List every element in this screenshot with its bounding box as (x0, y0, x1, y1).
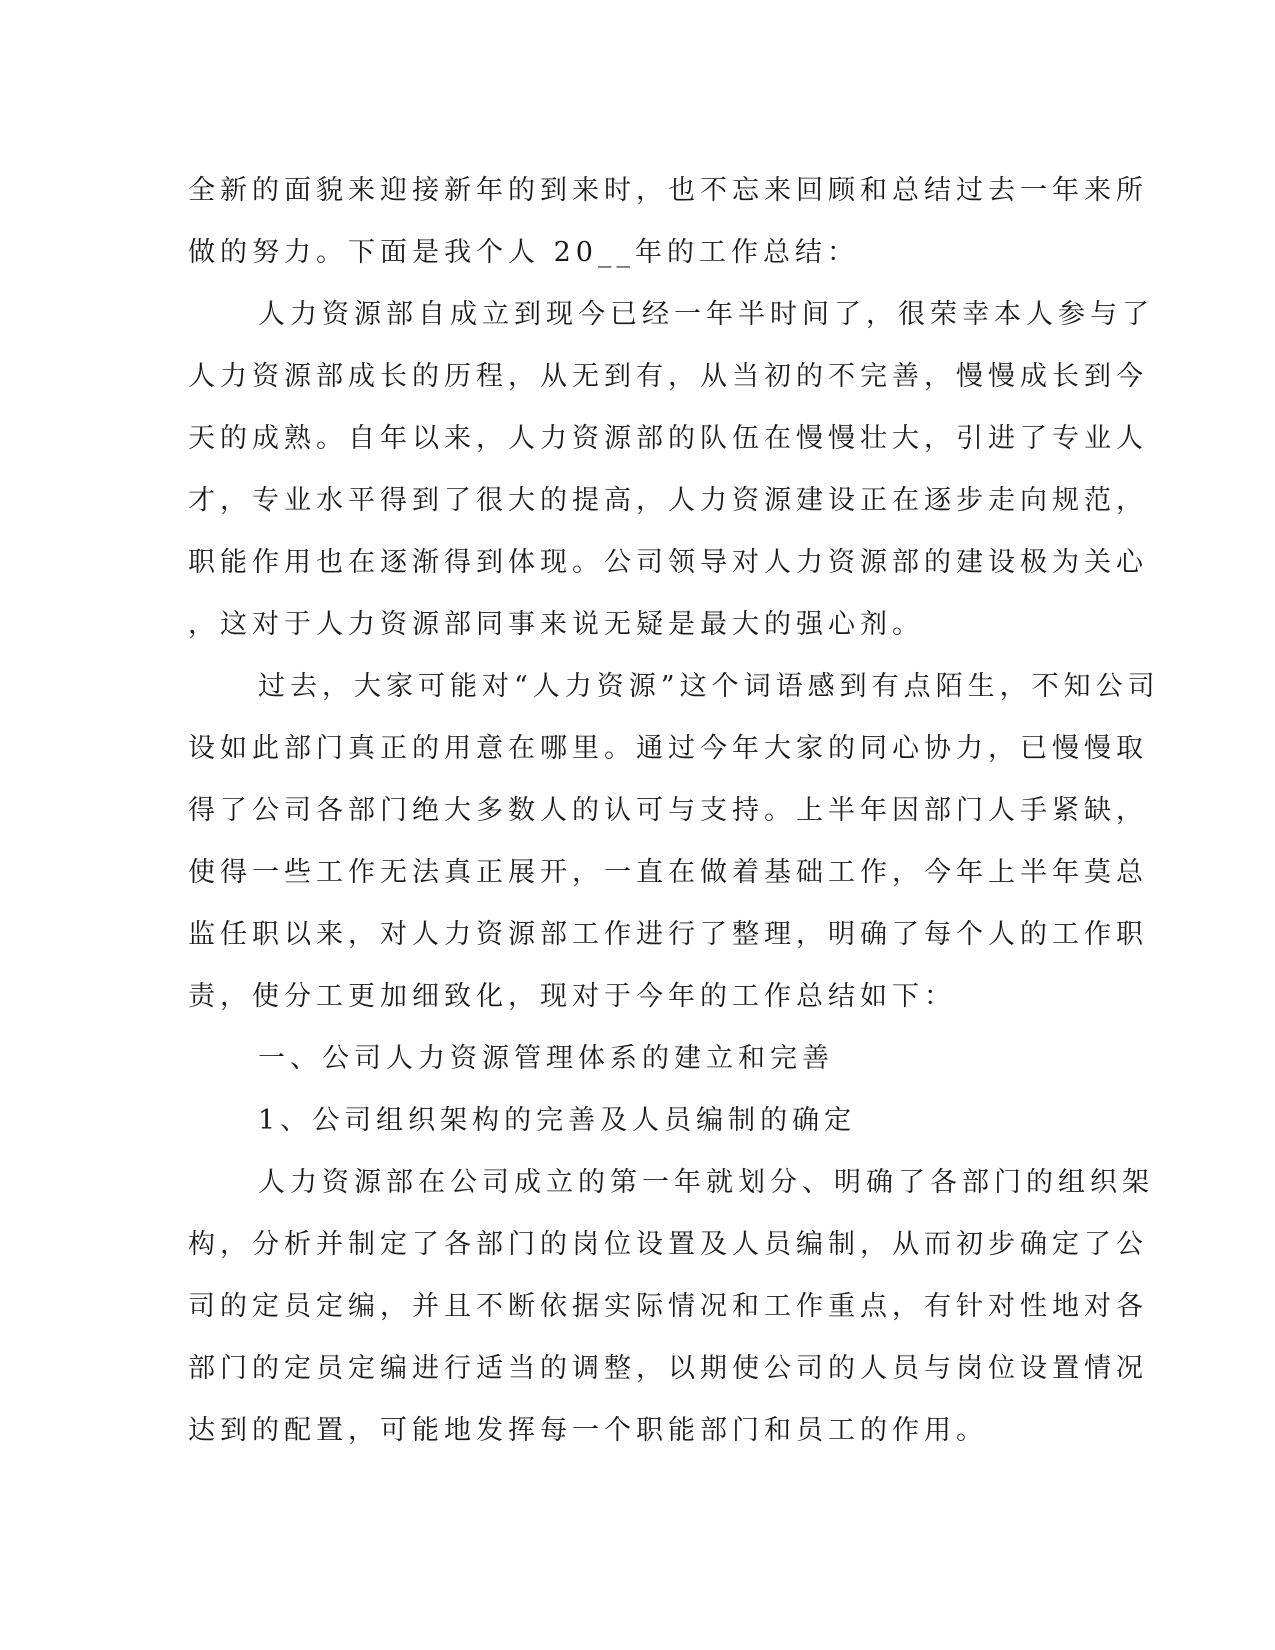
text-line: ，这对于人力资源部同事来说无疑是最大的强心剂。 (188, 609, 924, 640)
text-line: 才，专业水平得到了很大的提高，人力资源建设正在逐步走向规范， (188, 485, 1148, 516)
text-line: 职能作用也在逐渐得到体现。公司领导对人力资源部的建设极为关心 (188, 547, 1148, 578)
paragraph-start-line: 过去，大家可能对“人力资源”这个词语感到有点陌生，不知公司 (258, 671, 1160, 702)
text-line: 构，分析并制定了各部门的岗位设置及人员编制，从而初步确定了公 (188, 1229, 1148, 1260)
paragraph-start-line: 人力资源部在公司成立的第一年就划分、明确了各部门的组织架 (258, 1167, 1154, 1198)
text-line: 全新的面貌来迎接新年的到来时，也不忘来回顾和总结过去一年来所 (188, 175, 1148, 206)
document-body (188, 160, 1160, 1462)
text-line: 得了公司各部门绝大多数人的认可与支持。上半年因部门人手紧缺， (188, 795, 1148, 826)
text-line: 天的成熟。自年以来，人力资源部的队伍在慢慢壮大，引进了专业人 (188, 423, 1148, 454)
text-line: 部门的定员定编进行适当的调整，以期使公司的人员与岗位设置情况 (188, 1353, 1148, 1384)
text-line: 人力资源部成长的历程，从无到有，从当初的不完善，慢慢成长到今 (188, 361, 1148, 392)
text-line: 司的定员定编，并且不断依据实际情况和工作重点，有针对性地对各 (188, 1291, 1148, 1322)
subsection-heading: 1、公司组织架构的完善及人员编制的确定 (258, 1105, 857, 1136)
text-line: 使得一些工作无法真正展开，一直在做着基础工作，今年上半年莫总 (188, 857, 1148, 888)
text-line: 责，使分工更加细致化，现对于今年的工作总结如下： (188, 981, 956, 1012)
text-line: 设如此部门真正的用意在哪里。通过今年大家的同心协力，已慢慢取 (188, 733, 1148, 764)
section-heading: 一、公司人力资源管理体系的建立和完善 (258, 1043, 834, 1074)
text-line: 达到的配置，可能地发挥每一个职能部门和员工的作用。 (188, 1415, 988, 1446)
paragraph-start-line: 人力资源部自成立到现今已经一年半时间了，很荣幸本人参与了 (258, 299, 1154, 330)
text-line: 做的努力。下面是我个人 20__年的工作总结： (188, 237, 859, 268)
text-line: 监任职以来，对人力资源部工作进行了整理，明确了每个人的工作职 (188, 919, 1148, 950)
